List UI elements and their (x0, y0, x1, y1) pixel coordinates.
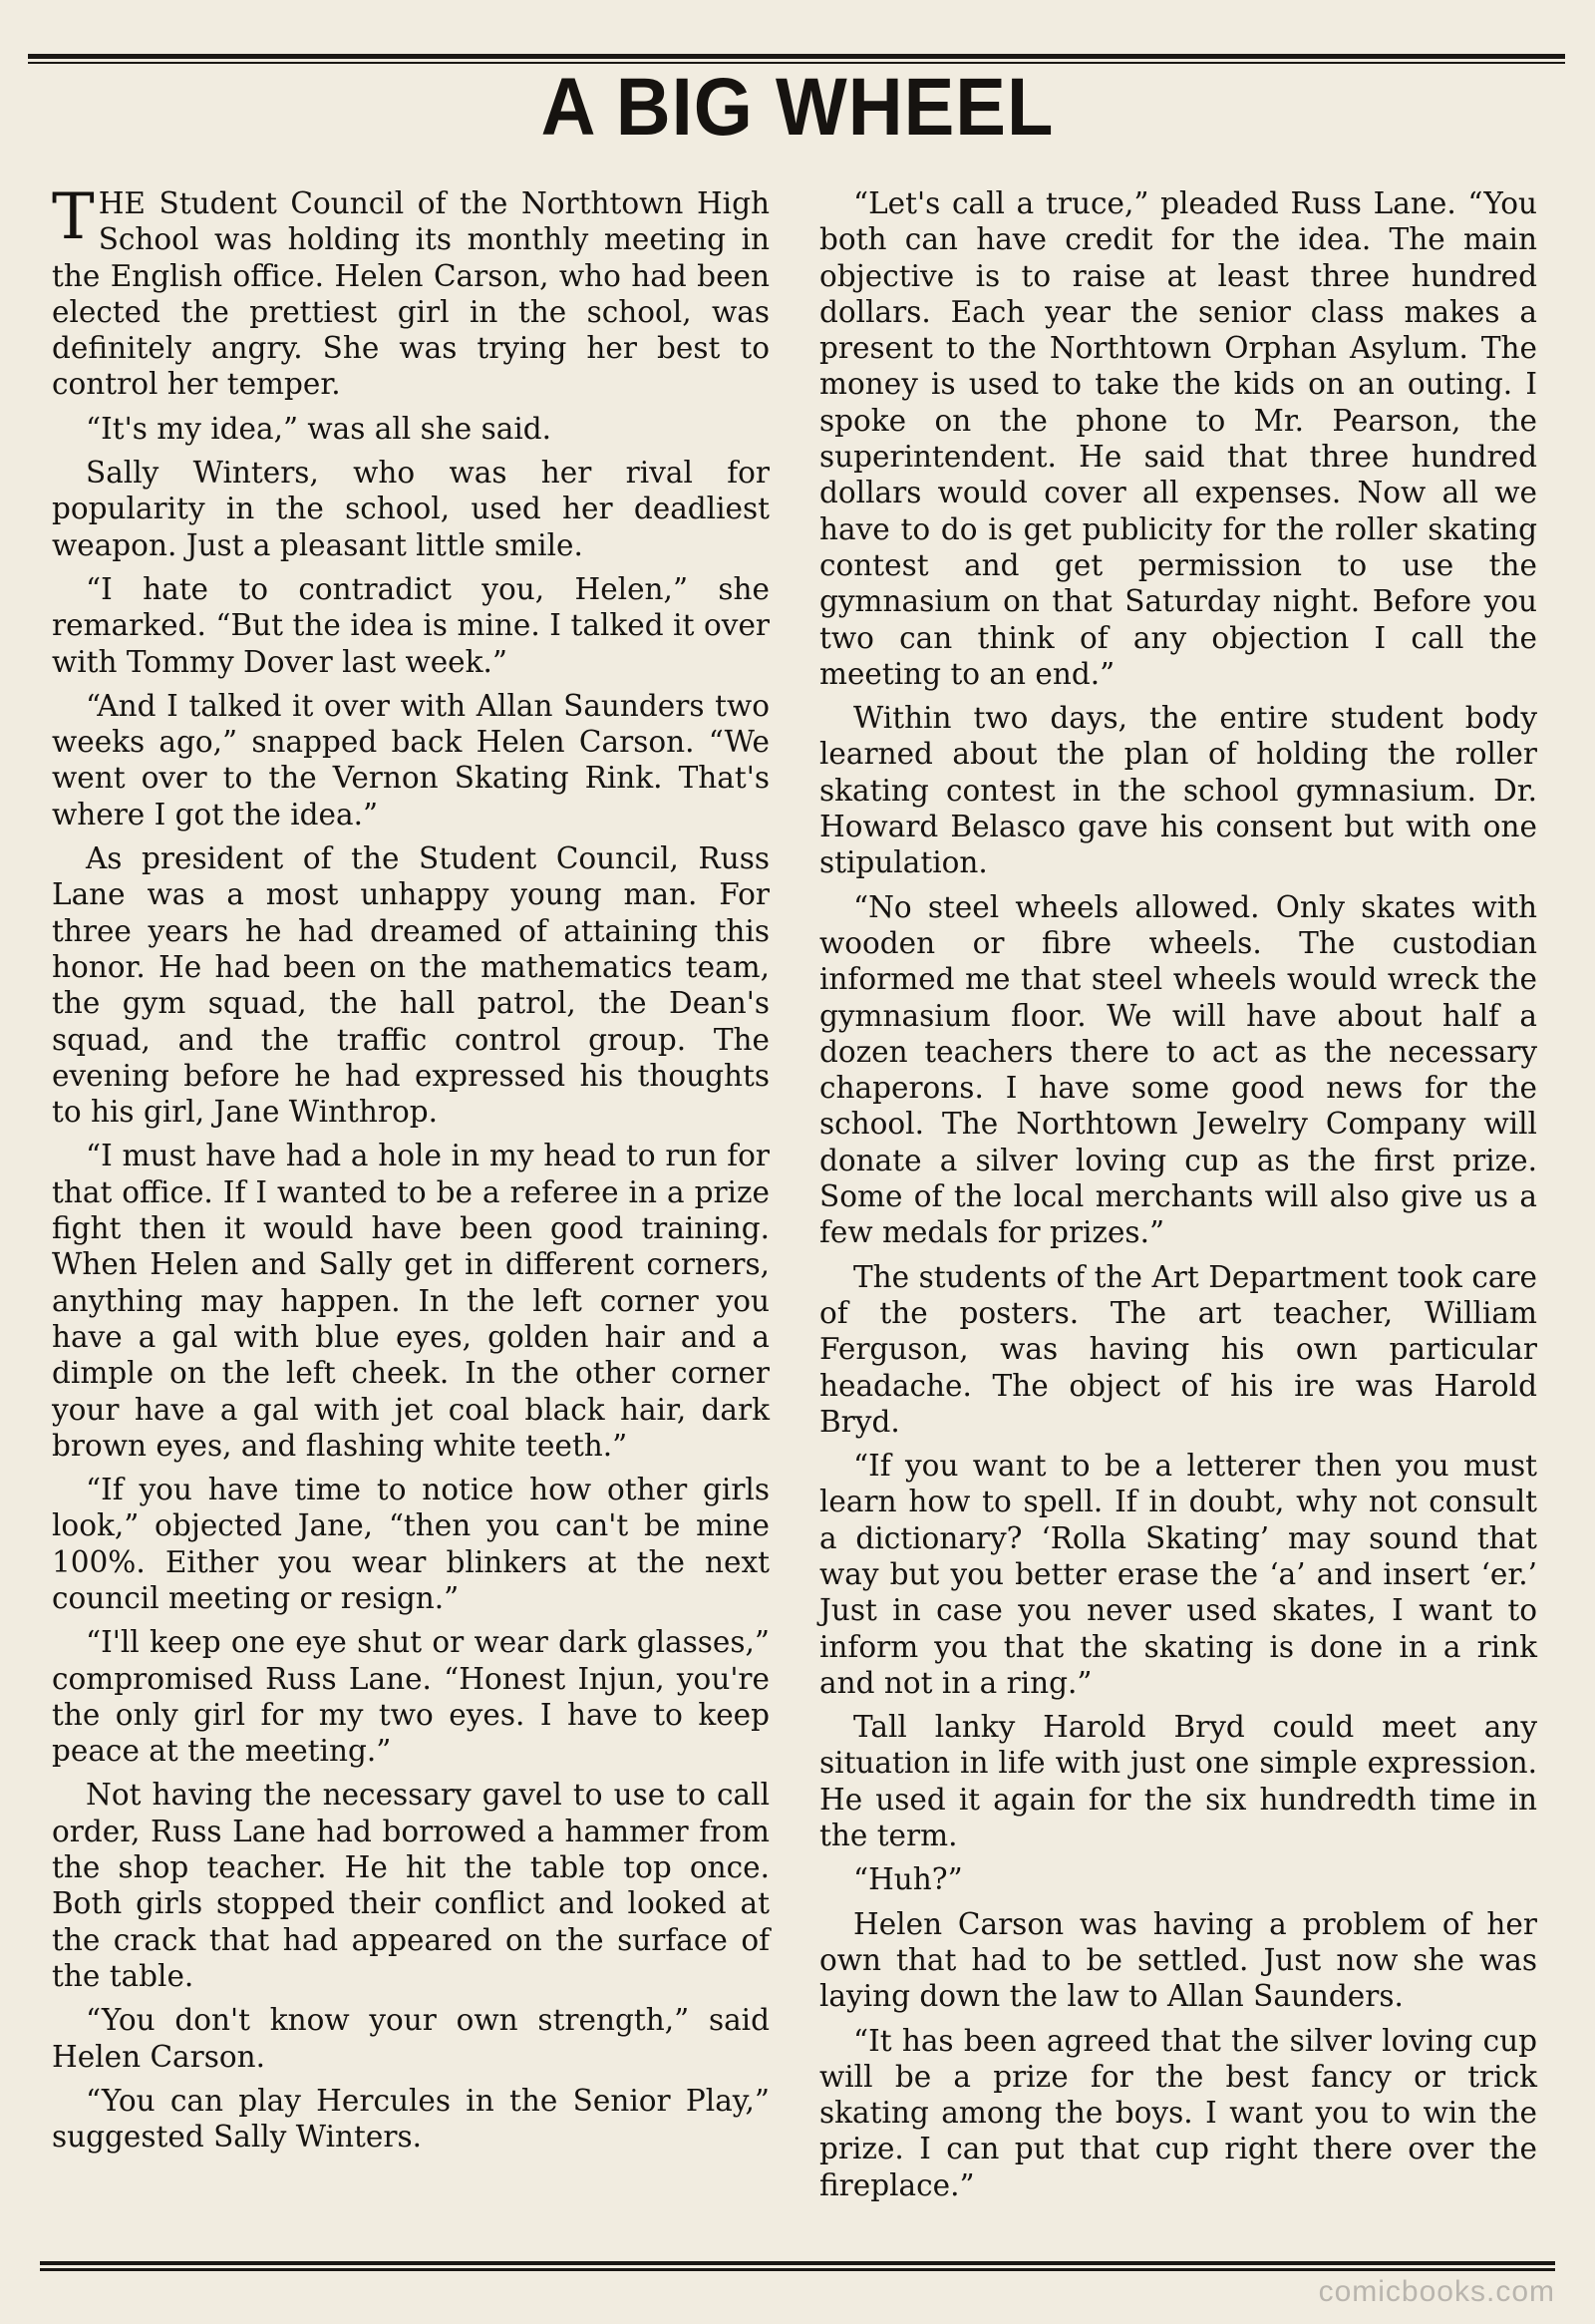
paragraph: “If you want to be a letterer then you must learn how to spell. If in doubt, why not consult a dictionary? ‘Rolla Skating’ may sound that way but you better erase the ‘a’ and insert ‘er.’ Just in case you never used skates, I want to inform you that the skating is done in a rink and not in a ring.” (819, 1449, 1537, 1700)
paragraph: “I'll keep one eye shut or wear dark glasses,” compromised Russ Lane. “Honest Injun, you're the only girl for my two eyes. I have to keep peace at the meeting.” (52, 1625, 770, 1769)
page-title: A BIG WHEEL (540, 61, 1055, 154)
paragraph (52, 180, 770, 403)
paragraph: Not having the necessary gavel to use to call order, Russ Lane had borrowed a hammer from the shop teacher. He hit the table top once. Both girls stopped their conflict and looked at the crack that had appeared on the surface of the table. (52, 1778, 770, 1993)
paragraph: “Huh?” (853, 1862, 963, 1897)
paragraph: “If you have time to notice how other girls look,” objected Jane, “then you can't be mine 100%. Either you wear blinkers at the next council meeting or resign.” (52, 1473, 770, 1615)
paragraph: “No steel wheels allowed. Only skates with wooden or fibre wheels. The custodian informed me that steel wheels would wreck the gymnasium floor. We will have about half a dozen teachers there to act as the necessary chaperons. I have some good news for the school. The Northtown Jewelry Company will donate a silver loving cup as the first prize. Some of the local merchants will also give us a few medals for prizes.” (819, 889, 1537, 1250)
paragraph: Sally Winters, who was her rival for popularity in the school, used her deadliest weapon. Just a pleasant little smile. (52, 456, 770, 562)
paragraph: The students of the Art Department took care of the posters. The art teacher, William Ferguson, was having his own particular headache. The object of his ire was Harold Bryd. (819, 1259, 1537, 1439)
paragraph-text: HE Student Council of the Northtown High School was holding its monthly meeting in the English office. Helen Carson, who had been elected the prettiest girl in the school, was definitely angry. She was trying her best to control her temper. (52, 186, 770, 402)
paragraph: “You don't know your own strength,” said Helen Carson. (52, 2003, 770, 2074)
paragraph: “And I talked it over with Allan Saunders two weeks ago,” snapped back Helen Carson. “We went over to the Vernon Skating Rink. That's where I got the idea.” (52, 688, 770, 831)
paragraph: “You can play Hercules in the Senior Play,” suggested Sally Winters. (52, 2083, 770, 2155)
paragraph: “I must have had a hole in my head to run for that office. If I wanted to be a referee in a prize fight then it would have been good training. When Helen and Sally get in different corners, anything may happen. In the left corner you have a gal with blue eyes, golden hair and a dimple on the left cheek. In the other corner your have a gal with jet coal black hair, dark brown eyes, and flashing white teeth.” (52, 1139, 770, 1463)
paragraph: As president of the Student Council, Russ Lane was a most unhappy young man. For three years he had dreamed of attaining this honor. He had been on the mathematics team, the gym squad, the hall patrol, the Dean's squad, and the traffic control group. The evening before he had expressed his thoughts to his girl, Jane Winthrop. (52, 841, 770, 1130)
paragraph: “Let's call a truce,” pleaded Russ Lane. “You both can have credit for the idea. The main objective is to raise at least three hundred dollars. Each year the senior class makes a present to the Northtown Orphan Asylum. The money is used to take the kids on an outing. I spoke on the phone to Mr. Pearson, the superintendent. He said that three hundred dollars would cover all expenses. Now all we have to do is get publicity for the roller skating contest and get permission to use the gymnasium on that Saturday night. Before you two can think of any objection I call the meeting to an end.” (819, 186, 1537, 691)
bottom-rule (40, 2261, 1555, 2271)
right-column (819, 185, 1537, 2211)
paragraph: “It has been agreed that the silver loving cup will be a prize for the best fancy or trick skating among the boys. I want you to win the prize. I can put that cup right there over the fireplace.” (819, 2023, 1537, 2202)
paragraph: “I hate to contradict you, Helen,” she remarked. “But the idea is mine. I talked it over with Tommy Dover last week.” (52, 571, 770, 679)
drop-cap: T (52, 180, 95, 254)
watermark: comicbooks.com (1318, 2275, 1555, 2308)
left-column (52, 180, 770, 2162)
paragraph: “It's my idea,” was all she said. (86, 411, 552, 446)
paragraph: Tall lanky Harold Bryd could meet any situation in life with just one simple expression. He used it again for the six hundredth time in the term. (819, 1710, 1537, 1853)
paragraph: Helen Carson was having a problem of her own that had to be settled. Just now she was laying down the law to Allan Saunders. (819, 1906, 1537, 2014)
paragraph: Within two days, the entire student body learned about the plan of holding the roller skating contest in the school gymnasium. Dr. Howard Belasco gave his consent but with one stipulation. (819, 701, 1537, 880)
